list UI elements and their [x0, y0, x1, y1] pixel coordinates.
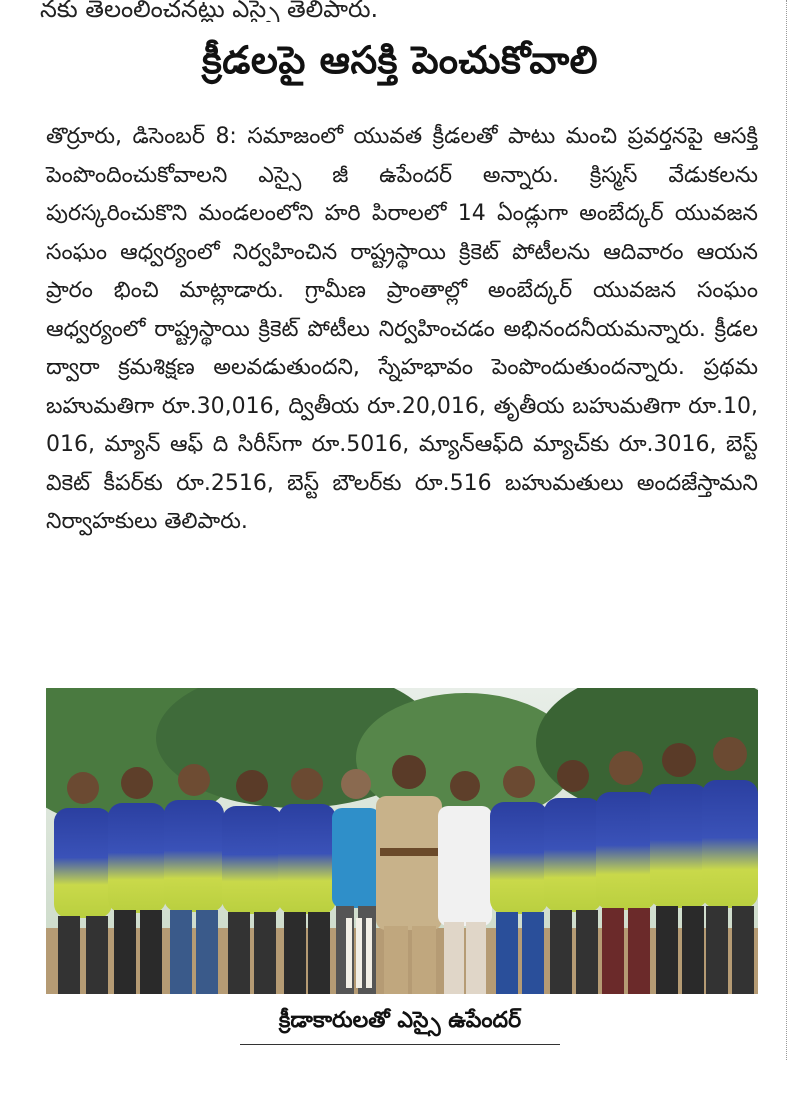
article-headline: క్రీడలపై ఆసక్తి పెంచుకోవాలి	[201, 38, 599, 82]
previous-article-tail: నకు తెలంలించనట్లు ఎస్సై తెలిపారు.	[40, 0, 379, 22]
photo-caption: క్రీడాకారులతో ఎస్సై ఉపేందర్	[240, 1008, 560, 1045]
team-photo	[46, 688, 758, 994]
article-body: తొర్రూరు, డిసెంబర్ 8: సమాజంలో యువత క్రీడలతో పాటు మంచి ప్రవర్తనపై ఆసక్తి పెంపొందించుకోవాలని ఎస్సై జీ ఉపేందర్ అన్నారు. క్రిస్మస్ వేడుకలను పురస్కరించుకొని మండలంలోని హరి పిరాలలో 14 ఏండ్లుగా అంబేద్కర్ యువజన సంఘం ఆధ్వర్యంలో నిర్వహించిన రాష్ట్రస్థాయి క్రికెట్ పోటీలను ఆదివారం ఆయన ప్రారం భించి మాట్లాడారు. గ్రామీణ ప్రాంతాల్లో అంబేద్కర్ యువజన సంఘం ఆధ్వర్యంలో రాష్ట్రస్థాయి క్రికెట్ పోటీలు నిర్వహించడం అభినందనీయమన్నారు. క్రీడల ద్వారా క్రమశిక్షణ అలవడుతుందని, స్నేహభావం పెంపొందుతుందన్నారు. ప్రథమ బహుమతిగా రూ.30,016, ద్వితీయ రూ.20,016, తృతీయ బహుమతిగా రూ.10, 016, మ్యాన్ ఆఫ్ ది సిరీస్‌గా రూ.5016, మ్యాన్‌ఆఫ్‌ది మ్యాచ్‌కు రూ.3016, బెస్ట్ వికెట్ కీపర్‌కు రూ.2516, బెస్ట్ బౌలర్‌కు రూ.516 బహుమతులు అందజేస్తామని నిర్వాహకులు తెలిపారు.	[46, 124, 758, 534]
team-photo-illustration	[46, 688, 758, 994]
column-divider	[786, 0, 788, 1060]
